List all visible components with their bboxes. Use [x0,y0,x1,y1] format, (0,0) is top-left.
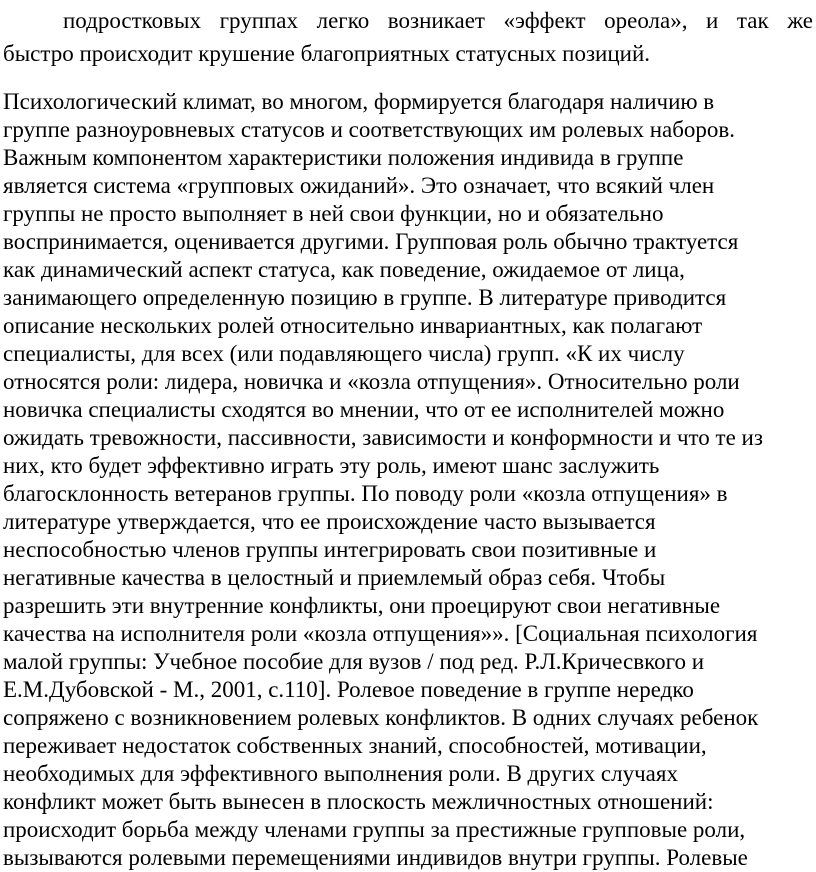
text-line: группы не просто выполняет в ней свои функции, но и обязательно [3,201,664,226]
text-line: качества на исполнителя роли «козла отпущения»». [Социальная психология [3,621,758,646]
text-line: Психологический климат, во многом, формируется благодаря наличию в [3,89,715,114]
text-line: необходимых для эффективного выполнения роли. В других случаях [3,761,678,786]
text-line: группе разноуровневых статусов и соответствующих им ролевых наборов. [3,117,736,142]
text-line: воспринимается, оценивается другими. Групповая роль обычно трактуется [3,229,739,254]
text-line: переживает недостаток собственных знаний, способностей, мотивации, [3,733,707,758]
text-line: занимающего определенную позицию в группе. В литературе приводится [3,285,727,310]
text-line: ожидать тревожности, пассивности, зависимости и конформности и что те из [3,425,763,450]
text-line: разрешить эти внутренние конфликты, они проецируют свои негативные [3,593,721,618]
text-line: конфликт может быть вынесен в плоскость межличностных отношений: [3,789,714,814]
text-line: вызываются ролевыми перемещениями индивидов внутри группы. Ролевые [3,845,748,870]
text-line: негативные качества в целостный и приемлемый образ себя. Чтобы [3,565,666,590]
text-line: них, кто будет эффективно играть эту роль, имеют шанс заслужить [3,453,660,478]
text-line: неспособностью членов группы интегрировать свои позитивные и [3,537,657,562]
text-line: является система «групповых ожиданий». Это означает, что всякий член [3,173,715,198]
text-line: специалисты, для всех (или подавляющего числа) групп. «К их числу [3,341,685,366]
text-line: описание нескольких ролей относительно инвариантных, как полагают [3,313,703,338]
text-line: благосклонность ветеранов группы. По поводу роли «козла отпущения» в [3,481,728,506]
text-line: малой группы: Учебное пособие для вузов / под ред. Р.Л.Кричесвкого и [3,649,705,674]
text-line: подростковых группах легко возникает «эффект ореола», и так же [63,8,813,33]
text-line: происходит борьба между членами группы за престижные групповые роли, [3,817,746,842]
text-line: быстро происходит крушение благоприятных статусных позиций. [3,41,651,66]
text-line: Важным компонентом характеристики положения индивида в группе [3,145,684,170]
text-line: литературе утверждается, что ее происхождение часто вызывается [3,509,656,534]
text-line: Е.М.Дубовской - М., 2001, с.110]. Ролевое поведение в группе нередко [3,677,694,702]
text-line: сопряжено с возникновением ролевых конфликтов. В одних случаях ребенок [3,705,759,730]
text-line: относятся роли: лидера, новичка и «козла отпущения». Относительно роли [3,369,740,394]
text-line: новичка специалисты сходятся во мнении, что от ее исполнителей можно [3,397,725,422]
text-line: как динамический аспект статуса, как поведение, ожидаемое от лица, [3,257,685,282]
